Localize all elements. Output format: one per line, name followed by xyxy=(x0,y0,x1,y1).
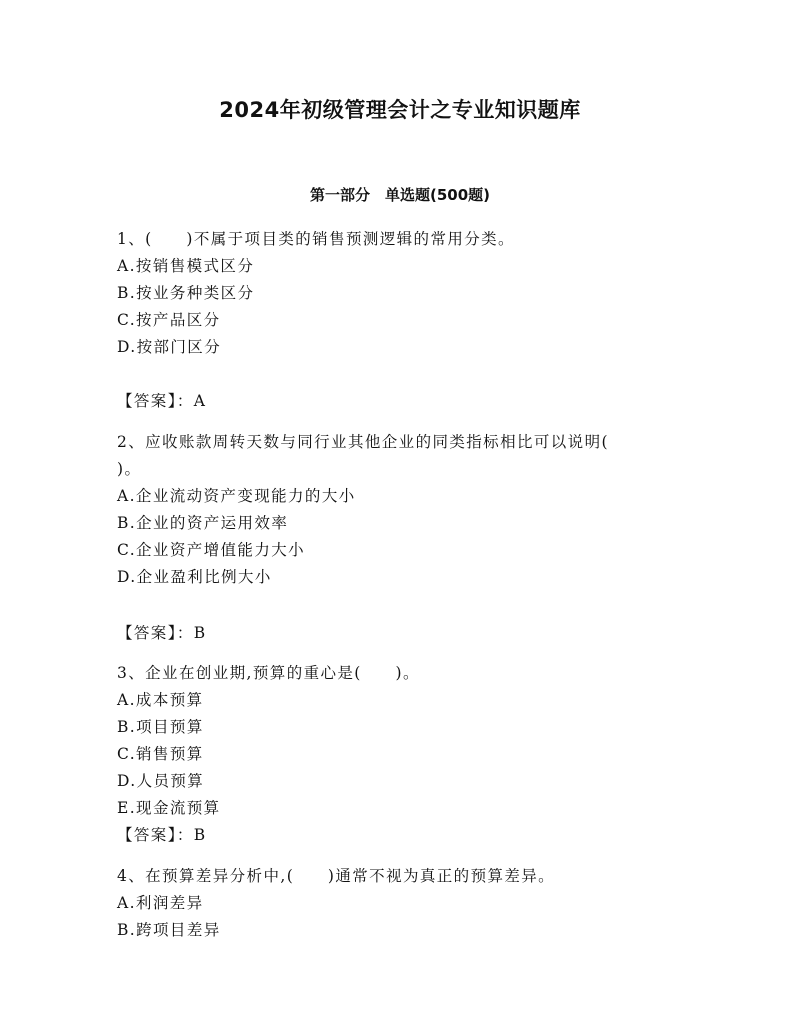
option-d: D.企业盈利比例大小 xyxy=(117,568,272,586)
question-stem: 2、应收账款周转天数与同行业其他企业的同类指标相比可以说明( xyxy=(117,433,609,451)
option-b: B.按业务种类区分 xyxy=(117,284,255,302)
option-a: A.按销售模式区分 xyxy=(117,257,255,275)
question-stem-continued: )。 xyxy=(117,460,142,478)
option-a: A.成本预算 xyxy=(117,691,204,709)
answer: 【答案】：B xyxy=(117,826,207,844)
option-b: B.跨项目差异 xyxy=(117,921,221,939)
option-b: B.项目预算 xyxy=(117,718,204,736)
question-stem: 1、( )不属于项目类的销售预测逻辑的常用分类。 xyxy=(117,230,515,248)
option-a: A.企业流动资产变现能力的大小 xyxy=(117,487,356,505)
option-e: E.现金流预算 xyxy=(117,799,221,817)
option-c: C.企业资产增值能力大小 xyxy=(117,541,306,559)
answer: 【答案】：B xyxy=(117,624,207,642)
question-stem: 3、企业在创业期,预算的重心是( )。 xyxy=(117,664,420,682)
section-heading: 第一部分 单选题(500题) xyxy=(309,186,491,204)
question-stem: 4、在预算差异分析中,( )通常不视为真正的预算差异。 xyxy=(117,867,556,885)
option-c: C.销售预算 xyxy=(117,745,204,763)
option-d: D.人员预算 xyxy=(117,772,205,790)
answer: 【答案】：A xyxy=(117,392,207,410)
option-d: D.按部门区分 xyxy=(117,338,222,356)
option-a: A.利润差异 xyxy=(117,894,204,912)
document-title: 2024年初级管理会计之专业知识题库 xyxy=(219,98,581,122)
option-c: C.按产品区分 xyxy=(117,311,221,329)
option-b: B.企业的资产运用效率 xyxy=(117,514,289,532)
